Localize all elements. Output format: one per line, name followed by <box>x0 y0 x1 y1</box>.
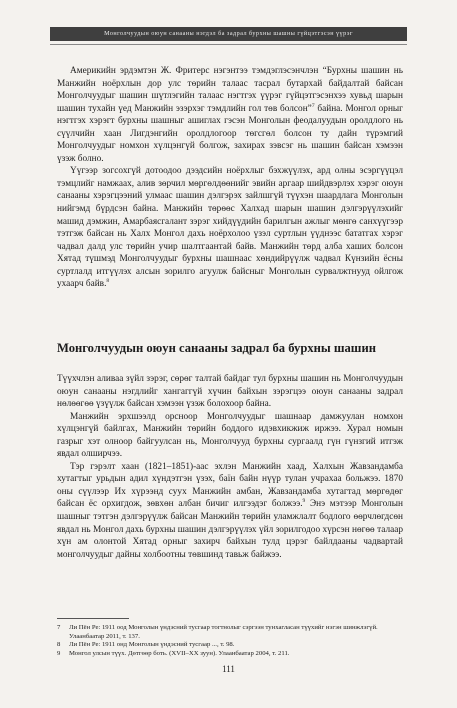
footnote <box>57 650 403 659</box>
footnote-text: Ли Пён Ре: 1911 оод Монголын үндэсний тусгаар тогтнолыг сэргээн тунхагласан түүхийг нэгэн шинжлэгүй. Улаанбаатар 2011, т. 137. <box>69 624 378 640</box>
footnote-ref[interactable]: 8 <box>106 278 110 285</box>
footnote-number: 9 <box>57 650 61 658</box>
paragraph-text: Энэ мэтээр Монголын шашныг тэтгэн дэлгэрүүлж байсан Манжийн төрийн уламжлалт бодлого өөрчлөгдсөн явдал нь Монгол дахь бурхны шашин дэлгэрүүлэх үйл зорилгодоо хүрсэн нөгөө талаар хүн ам олонтой Хятад орныг захирч байхын тулд цэрэг байлдааны чадвартай монголчуудыг дайны холбоотны төвшинд тавьж байжээ. <box>57 499 403 560</box>
paragraph <box>57 411 403 461</box>
header-divider <box>50 44 407 45</box>
footnote-number: 7 <box>57 624 61 631</box>
footnote-ref[interactable]: 7 <box>311 102 315 109</box>
footnote-number: 8 <box>57 641 61 649</box>
paragraph <box>57 165 403 290</box>
footnote-divider <box>57 618 129 619</box>
paragraph-text: Түүхчлэн аливаа зүйл зэрэг, сөрөг талтай байдаг тул бурхны шашин нь Монголчуудын оюун санааны нэгдлийг хангаггүй хүчин байхын зэрэгцээ оюун санааны задрал нөлөөгөө үзүүлж байсан хэмээн үзэж болохоор байна. <box>57 374 403 410</box>
body-text-bottom <box>57 373 403 561</box>
footnote-text: Монгол улсын түүх. Дөтгөөр боть. (XVII–XX зуун). Улаанбаатар 2004, т. 211. <box>69 650 290 658</box>
paragraph-text: Манжийн эрхшээлд орсноор Монголчуудыг шашнаар дамжуулан номхон хүлцэнгүй байлгах, Манжийн төрийн боддого идэвхикжиж иржээ. Хурал номын газрыг хэт олноор байгуулсан нь, Монголчууд бурхны сургаалд гүн гүнзгий итгэж явдал олширчээ. <box>57 411 403 460</box>
footnote <box>57 641 403 650</box>
footnotes <box>57 624 403 659</box>
section-heading: Монголчуудын оюун санааны задрал ба бурхны шашин <box>57 341 376 355</box>
paragraph-text: Америкийн эрдэмтэн Ж. Фритерс нэгэнтээ тэмдэглэсэнчлэн “Бурхны шашин нь Манжийн ноёрхлын дор улс төрийн талаас тасрал бутархай байдалтай байсан Монголчуудыг шашин шүтлэгийн талаас нэгтгэх үүрэг гүйцэтгэсэнхээ хувьд шарын шашин тухайн үед Манжийн эзэрхэг тэмдлийн гол төв болсон” <box>57 66 403 114</box>
running-header-title: Монголчуудын оюун санааны нэгдэл ба задрал бурхны шашны гүйцэтгэсэн үүрэг <box>104 31 353 37</box>
running-header <box>50 27 407 41</box>
footnote-text: Ли Пён Ре: 1911 онд Монголын үндэсний тусгаар ..., т. 98. <box>69 641 235 649</box>
footnote-ref[interactable]: 9 <box>302 498 306 505</box>
paragraph <box>57 461 403 561</box>
footnote <box>57 624 403 641</box>
paragraph-text: байна. Монгол орныг нэгтгэх хэрэгт бурхны шашныг ашиглах гэсэн Монголын феодалуудын оролдлого нь сүүлчийн хаан Лигдэнгийн оролдлогоор төгсгөл болсон ту дайн түрэмгий Монголчуудыг номхон хүлцэнгүй болгож, захирах зэвсэг нь шашин байсан хэмээн үзэж болно. <box>57 103 403 164</box>
paragraph-text: Тэр гэрэлт хаан (1821–1851)-аас эхлэн Манжийн хаад, Халхын Жавзандамба хутагтыг урьдын адил хүндэтгэн үзэх, баїн байн нүүр тулан учрахаа больжээ. 1870 оны сүүлээр Их хүрээнд суух Манжийн амбан, Жавзандамба хутагтад мөргөдөг байсан ёс орхигдож, зөвхөн албан бичиг илгээдэг болжээ. <box>57 461 403 510</box>
paragraph <box>57 373 403 411</box>
body-text-top <box>57 65 403 291</box>
paragraph <box>57 65 403 165</box>
paragraph-text: Үүгээр зогсохгүй дотоодоо дээдсийн ноёрхлыг бэхжүүлэх, ард олны эсэргүүцэл тэмцлийг намжаах, алив зөрчил мөргөлдөөнийг эвийн аргаар шийдвэрлэх хэрэг оюун санааны хэрэгцээний улмаас шашин дэлгэрэх зайлшгүй түүхэн шаардлага Монголын нийгэмд бүрдсэн байна. Манжийн төрөөс Халхад шарын шашин дэлгэрүүлэхийг машид дэмжин, Амарбаясгалант зэрэг хийдүүдийн барилгын ажлыг мөнгө санхүүгээр тэтгэж байсан нь Халх Монгол дахь ноёрхолоо үзэл суртлын үүднээс бататгах хэрэг чадвал далд улс төрийн учир шалтгаантай байв. Манжийн төрд алба хаших болсон Хятад түшмэд Монголчуудыг бурхны шашнаас хөндийрүүлж чадвал Күнзийн ёсны суртлалд итгүүлэх алсын зорилго агуулж байсныг Монголын сурвалжтнууд ойлгож ухаарч байв. <box>57 166 403 290</box>
page-number: 111 <box>222 664 235 674</box>
